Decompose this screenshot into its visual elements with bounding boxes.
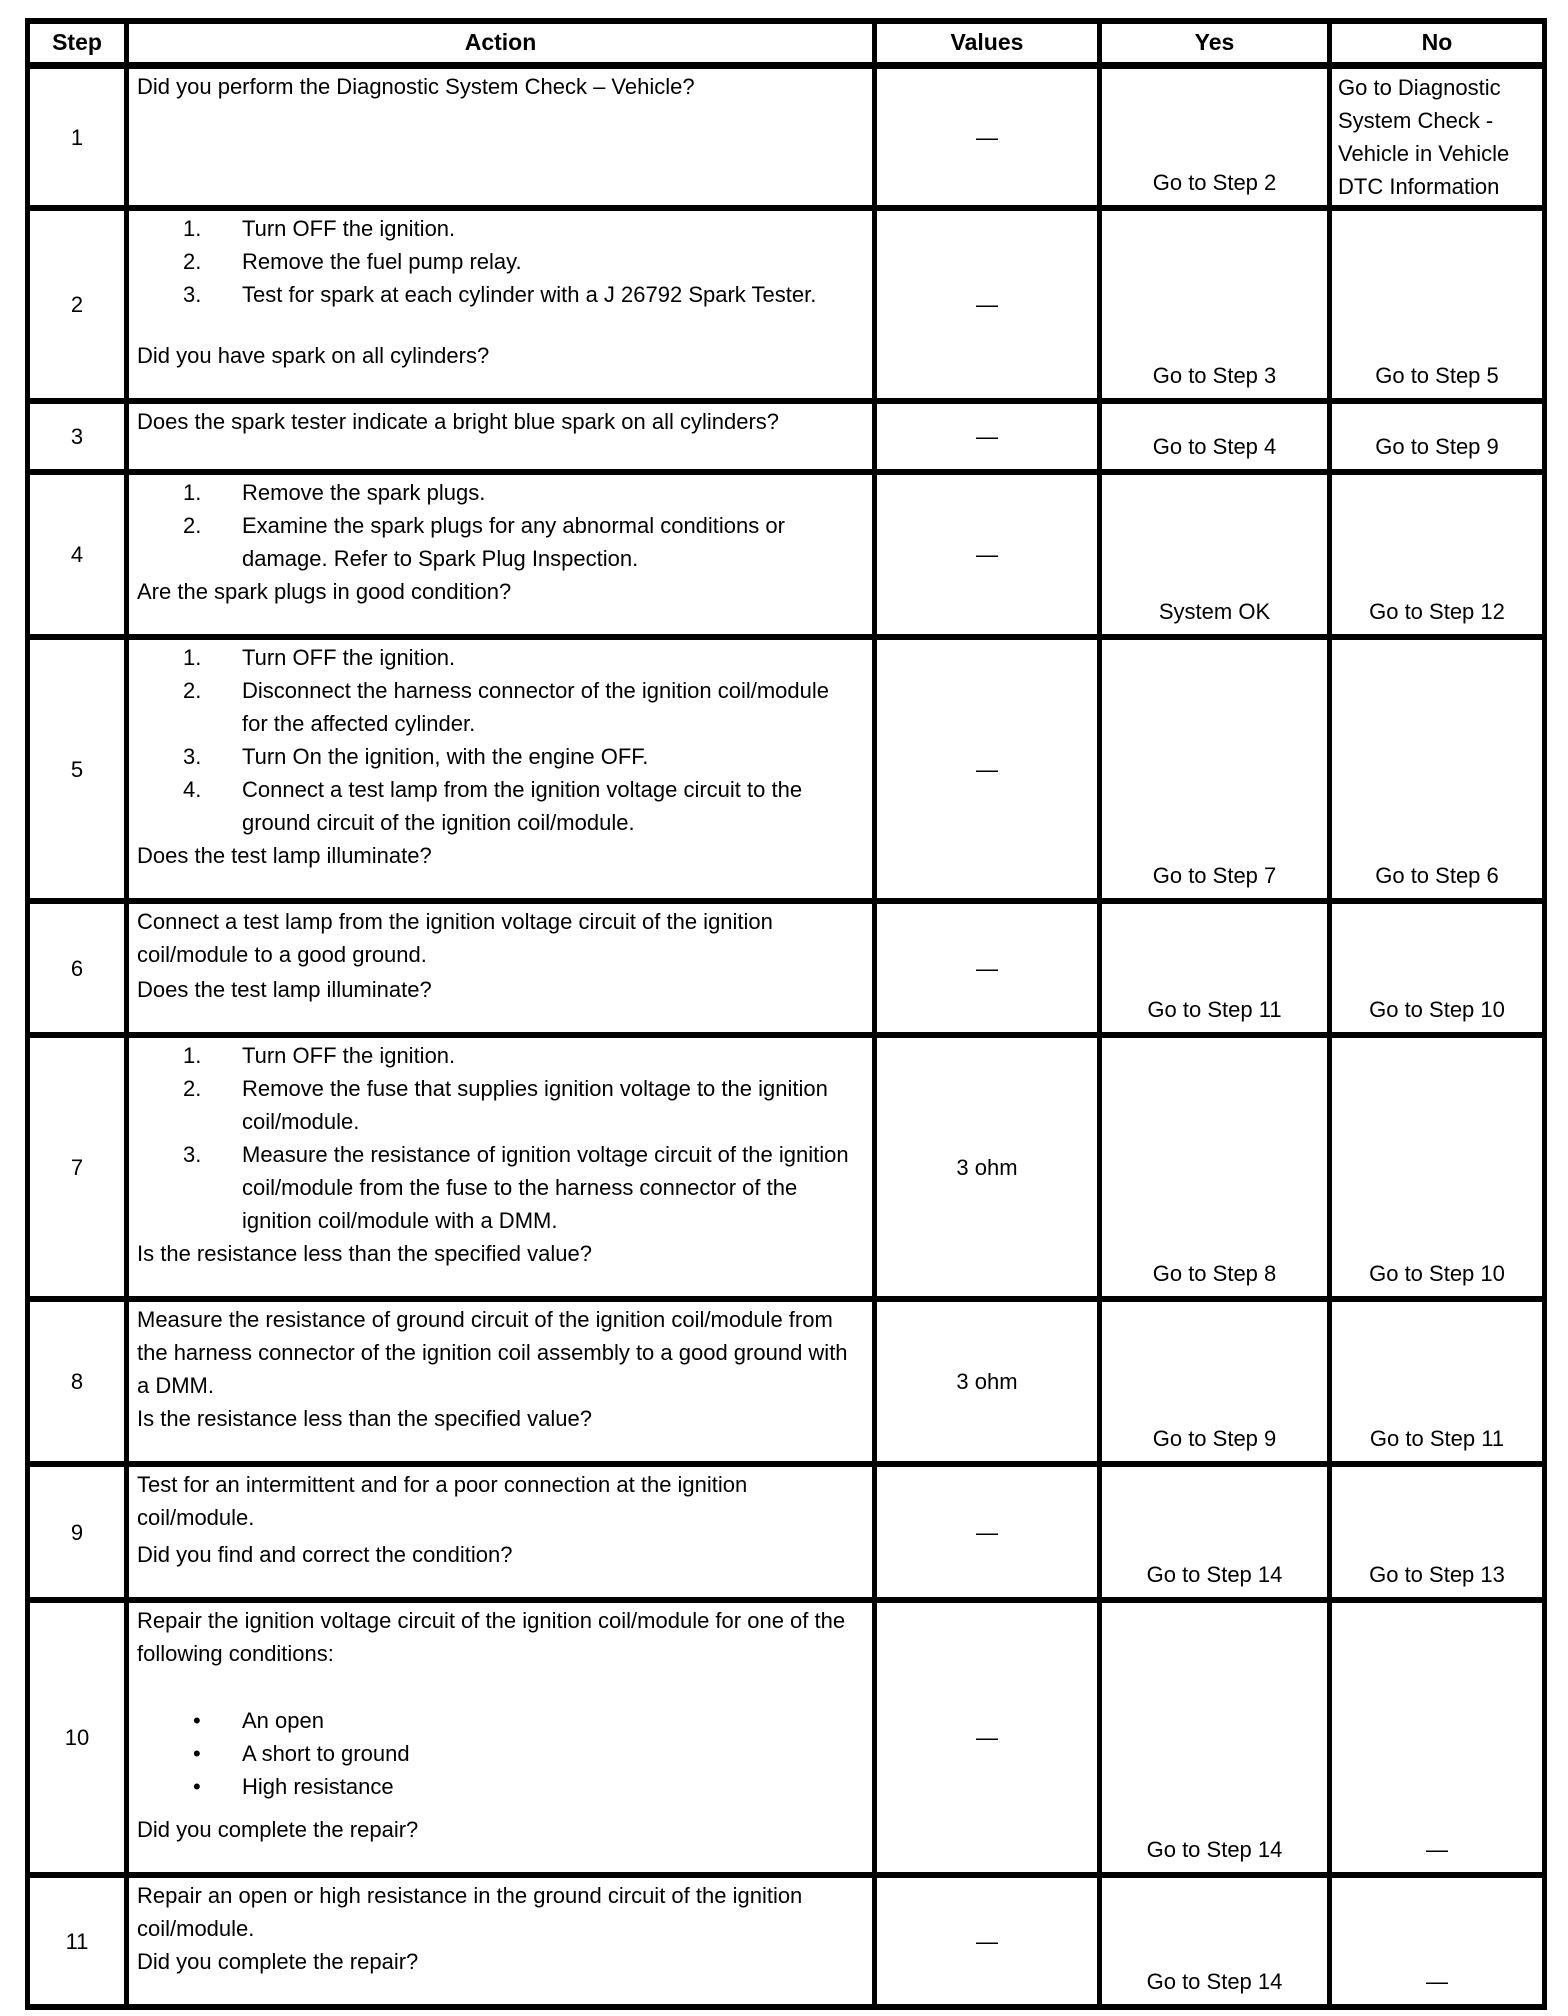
numbered-item	[137, 1039, 864, 1072]
action-cell	[127, 637, 875, 901]
item-number: 1.	[183, 480, 202, 505]
table-row	[28, 401, 1545, 472]
action-question: Does the test lamp illuminate?	[137, 977, 432, 1002]
yes-cell: Go to Step 7	[1100, 637, 1330, 901]
item-text: Examine the spark plugs for any abnormal conditions or damage. Refer to Spark Plug Inspection.	[242, 513, 785, 571]
header-action: Action	[127, 21, 875, 66]
step-cell: 10	[28, 1600, 127, 1875]
table-row	[28, 637, 1545, 901]
bullet-text: High resistance	[242, 1774, 394, 1799]
numbered-item	[137, 641, 864, 674]
values-cell: —	[875, 208, 1100, 401]
values-cell: —	[875, 1600, 1100, 1875]
bullet-icon: •	[193, 1774, 201, 1799]
no-cell: Go to Diagnostic System Check - Vehicle in Vehicle DTC Information	[1330, 66, 1545, 209]
bullet-icon: •	[193, 1741, 201, 1766]
item-text: Disconnect the harness connector of the ignition coil/module for the affected cylinder.	[242, 678, 830, 736]
numbered-item	[137, 245, 864, 278]
yes-cell: Go to Step 8	[1100, 1035, 1330, 1299]
action-instruction: Repair an open or high resistance in the ground circuit of the ignition coil/module.	[137, 1883, 803, 1941]
no-cell: —	[1330, 1875, 1545, 2007]
numbered-item	[137, 773, 864, 839]
values-cell: —	[875, 472, 1100, 637]
bullet-list	[137, 1704, 864, 1803]
item-text: Connect a test lamp from the ignition voltage circuit to the ground circuit of the ignition coil/module.	[242, 777, 803, 835]
no-cell: Go to Step 9	[1330, 401, 1545, 472]
values-cell: —	[875, 66, 1100, 209]
item-text: Remove the fuse that supplies ignition voltage to the ignition coil/module.	[242, 1076, 828, 1134]
step-cell: 5	[28, 637, 127, 901]
item-number: 2.	[183, 513, 202, 538]
yes-cell: Go to Step 9	[1100, 1299, 1330, 1464]
action-question: Does the spark tester indicate a bright blue spark on all cylinders?	[137, 409, 780, 434]
item-number: 2.	[183, 249, 202, 274]
action-cell	[127, 1299, 875, 1464]
numbered-item	[137, 212, 864, 245]
bullet-text: An open	[242, 1708, 324, 1733]
step-cell: 7	[28, 1035, 127, 1299]
yes-cell: Go to Step 3	[1100, 208, 1330, 401]
yes-cell: Go to Step 14	[1100, 1464, 1330, 1600]
numbered-item	[137, 1138, 864, 1237]
header-row	[28, 21, 1545, 66]
numbered-item	[137, 1072, 864, 1138]
yes-cell: Go to Step 14	[1100, 1875, 1330, 2007]
bullet-item	[137, 1737, 864, 1770]
action-cell	[127, 1464, 875, 1600]
item-number: 1.	[183, 1043, 202, 1068]
action-question: Did you have spark on all cylinders?	[137, 343, 490, 368]
action-instruction: Test for an intermittent and for a poor connection at the ignition coil/module.	[137, 1472, 748, 1530]
table-row	[28, 208, 1545, 401]
action-cell	[127, 66, 875, 209]
action-question: Is the resistance less than the specified value?	[137, 1406, 592, 1431]
header-yes: Yes	[1100, 21, 1330, 66]
yes-cell: Go to Step 11	[1100, 901, 1330, 1035]
bullet-icon: •	[193, 1708, 201, 1733]
action-cell	[127, 901, 875, 1035]
numbered-item	[137, 476, 864, 509]
item-text: Measure the resistance of ignition voltage circuit of the ignition coil/module from the fuse to the harness connector of the ignition coil/module with a DMM.	[242, 1142, 849, 1233]
header-no: No	[1330, 21, 1545, 66]
values-cell: 3 ohm	[875, 1035, 1100, 1299]
action-cell	[127, 401, 875, 472]
item-text: Remove the spark plugs.	[242, 480, 486, 505]
header-values: Values	[875, 21, 1100, 66]
item-number: 3.	[183, 744, 202, 769]
step-cell: 4	[28, 472, 127, 637]
item-text: Turn OFF the ignition.	[242, 645, 456, 670]
table-row	[28, 1600, 1545, 1875]
header-step: Step	[28, 21, 127, 66]
numbered-item	[137, 278, 864, 311]
action-cell	[127, 472, 875, 637]
yes-cell: Go to Step 14	[1100, 1600, 1330, 1875]
table-row	[28, 1035, 1545, 1299]
no-cell: Go to Step 5	[1330, 208, 1545, 401]
values-cell: 3 ohm	[875, 1299, 1100, 1464]
values-cell: —	[875, 1464, 1100, 1600]
action-question: Did you find and correct the condition?	[137, 1542, 513, 1567]
action-instruction: Repair the ignition voltage circuit of the ignition coil/module for one of the following conditions:	[137, 1608, 846, 1666]
action-question: Are the spark plugs in good condition?	[137, 579, 512, 604]
action-instruction: Connect a test lamp from the ignition voltage circuit of the ignition coil/module to a good ground.	[137, 909, 773, 967]
table-row	[28, 1875, 1545, 2007]
bullet-item	[137, 1770, 864, 1803]
action-question: Did you complete the repair?	[137, 1817, 419, 1842]
bullet-item	[137, 1704, 864, 1737]
no-cell: Go to Step 10	[1330, 1035, 1545, 1299]
action-cell	[127, 1035, 875, 1299]
item-text: Turn OFF the ignition.	[242, 216, 456, 241]
item-number: 3.	[183, 1142, 202, 1167]
item-number: 1.	[183, 645, 202, 670]
no-cell: Go to Step 11	[1330, 1299, 1545, 1464]
item-text: Turn OFF the ignition.	[242, 1043, 456, 1068]
item-number: 2.	[183, 1076, 202, 1101]
no-cell: —	[1330, 1600, 1545, 1875]
table-row	[28, 1464, 1545, 1600]
item-number: 4.	[183, 777, 202, 802]
no-cell: Go to Step 13	[1330, 1464, 1545, 1600]
step-cell: 11	[28, 1875, 127, 2007]
table-row	[28, 1299, 1545, 1464]
action-cell	[127, 208, 875, 401]
item-number: 2.	[183, 678, 202, 703]
step-cell: 9	[28, 1464, 127, 1600]
values-cell: —	[875, 637, 1100, 901]
action-instruction: Measure the resistance of ground circuit of the ignition coil/module from the harness connector of the ignition coil assembly to a good ground with a DMM.	[137, 1307, 848, 1398]
yes-cell: Go to Step 4	[1100, 401, 1330, 472]
yes-cell: Go to Step 2	[1100, 66, 1330, 209]
no-cell: Go to Step 6	[1330, 637, 1545, 901]
step-cell: 2	[28, 208, 127, 401]
item-text: Turn On the ignition, with the engine OFF.	[242, 744, 649, 769]
table-row	[28, 472, 1545, 637]
no-cell: Go to Step 12	[1330, 472, 1545, 637]
item-number: 1.	[183, 216, 202, 241]
values-cell: —	[875, 901, 1100, 1035]
action-question: Is the resistance less than the specified value?	[137, 1241, 592, 1266]
action-cell	[127, 1875, 875, 2007]
numbered-item	[137, 740, 864, 773]
table-row	[28, 66, 1545, 209]
values-cell: —	[875, 1875, 1100, 2007]
yes-cell: System OK	[1100, 472, 1330, 637]
numbered-item	[137, 674, 864, 740]
bullet-text: A short to ground	[242, 1741, 410, 1766]
numbered-item	[137, 509, 864, 575]
diagnostic-table	[25, 18, 1547, 2010]
step-cell: 3	[28, 401, 127, 472]
table-row	[28, 901, 1545, 1035]
step-cell: 8	[28, 1299, 127, 1464]
values-cell: —	[875, 401, 1100, 472]
step-cell: 6	[28, 901, 127, 1035]
action-question: Did you perform the Diagnostic System Check – Vehicle?	[137, 74, 695, 99]
no-cell: Go to Step 10	[1330, 901, 1545, 1035]
item-number: 3.	[183, 282, 202, 307]
item-text: Remove the fuel pump relay.	[242, 249, 522, 274]
action-question: Does the test lamp illuminate?	[137, 843, 432, 868]
action-cell	[127, 1600, 875, 1875]
action-question: Did you complete the repair?	[137, 1949, 419, 1974]
step-cell: 1	[28, 66, 127, 209]
item-text: Test for spark at each cylinder with a J 26792 Spark Tester.	[242, 282, 817, 307]
